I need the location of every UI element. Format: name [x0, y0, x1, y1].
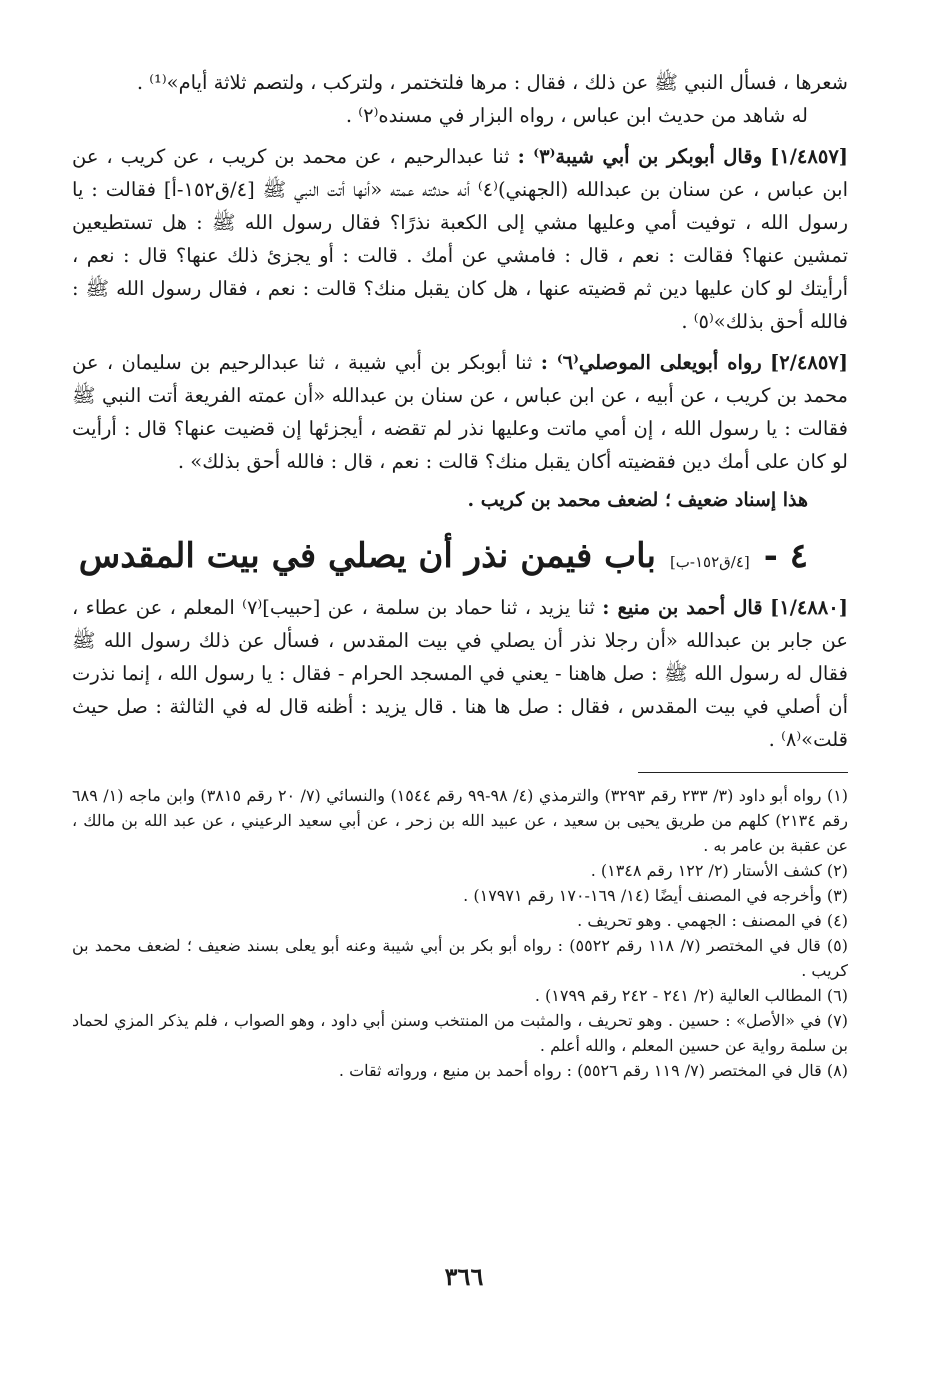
continuation-paragraph: شعرها ، فسأل النبي ﷺ عن ذلك ، فقال : مرها فلتختمر ، ولتركب ، ولتصم ثلاثة أيام»⁽¹⁾ . — [136, 71, 848, 94]
footnote-6: (٦) المطالب العالية (٢/ ٢٤١ - ٢٤٢ رقم ١٧٩٩) . — [534, 986, 848, 1005]
footnote-7: (٧) في «الأصل» : حسين . وهو تحريف ، والمثبت من المنتخب وسنن أبي داود ، وهو الصواب ، فلم يذكر المزي لحماد بن سلمة رواية عن حسين المعلم ، والله أعلم . — [72, 1011, 848, 1055]
hadith-text: ثنا عبدالرحيم ، عن محمد بن كريب ، عن كريب ، عن ابن عباس ، عن سنان بن عبدالله (الجهني)⁽٤⁾ أنه حدثته عمته «أنها أتت النبي ﷺ [٤/ق١٥٢-أ] فقالت : يا رسول الله ، توفيت أمي وعليها مشي إلى الكعبة نذرًا؟ فقال رسول الله ﷺ : هل تستطيعين تمشين عنها؟ فقالت : نعم ، قال : فامشي عن أمك . قالت : أو يجزئ ذلك عنها؟ قال : نعم ، أرأيتك لو كان عليها دين ثم قضيته عنها ، هل كان يقبل منك؟ قالت : نعم ، فقال رسول الله ﷺ : فالله أحق بذلك»⁽٥⁾ . — [72, 145, 849, 333]
hadith-narrator: وقال أبوبكر بن أبي شيبة⁽٣⁾ : — [517, 145, 763, 168]
footnotes — [72, 783, 848, 1083]
chapter-manuscript-ref: [٤/ق١٥٢-ب] — [669, 553, 750, 571]
isnad-grading: هذا إسناد ضعيف ؛ لضعف محمد بن كريب . — [467, 489, 808, 511]
witness-paragraph: له شاهد من حديث ابن عباس ، رواه البزار في مسنده⁽٢⁾ . — [345, 104, 808, 127]
chapter-title: باب فيمن نذر أن يصلي في بيت المقدس — [78, 536, 656, 576]
footnote-divider — [638, 772, 848, 773]
chapter-heading — [72, 533, 848, 585]
footnote-4: (٤) في المصنف : الجهمي . وهو تحريف . — [577, 911, 848, 930]
hadith-paragraph-2 — [72, 346, 848, 478]
hadith-id: [٢/٤٨٥٧] — [770, 351, 849, 374]
hadith-narrator: قال أحمد بن منيع : — [602, 596, 763, 619]
hadith-paragraph-1 — [72, 140, 848, 338]
hadith-narrator: رواه أبويعلى الموصلي⁽٦⁾ : — [540, 351, 762, 374]
footnote-1: (١) رواه أبو داود (٣/ ٢٣٣ رقم ٣٢٩٣) والترمذي (٤/ ٩٨-٩٩ رقم ١٥٤٤) والنسائي (٧/ ٢٠ رقم ٣٨١٥) وابن ماجه (١/ ٦٨٩ رقم ٢١٣٤) كلهم من طريق يحيى بن سعيد ، عن عبيد الله بن زحر ، عن أبي سعيد الرعيني ، عن عبد الله بن مالك ، عن عقبة بن عامر به . — [72, 786, 849, 855]
hadith-id: [١/٤٨٥٧] — [770, 145, 849, 168]
hadith-text: ثنا أبوبكر بن أبي شيبة ، ثنا عبدالرحيم بن سليمان ، عن محمد بن كريب ، عن أبيه ، عن ابن عباس ، عن سنان بن عبدالله «أن عمته الفريعة أتت النبي ﷺ فقالت : يا رسول الله ، إن أمي ماتت وعليها نذر لم تقضه ، أيجزئها إن قضيت عنها؟ قال : أرأيت لو كان على أمك دين فقضيته أكان يقبل منك؟ قالت : نعم ، قال : فالله أحق بذلك» . — [72, 351, 848, 473]
chapter-number: ٤ - — [763, 536, 808, 576]
footnote-2: (٢) كشف الأستار (٢/ ١٢٢ رقم ١٣٤٨) . — [590, 861, 848, 880]
footnote-8: (٨) قال في المختصر (٧/ ١١٩ رقم ٥٥٢٦) : رواه أحمد بن منيع ، ورواته ثقات . — [338, 1061, 848, 1080]
hadith-paragraph-3 — [72, 591, 848, 756]
footnote-3: (٣) وأخرجه في المصنف أيضًا (١٤/ ١٦٩-١٧٠ رقم ١٧٩٧١) . — [463, 886, 848, 905]
hadith-text: ثنا يزيد ، ثنا حماد بن سلمة ، عن [حبيب]⁽٧⁾ المعلم ، عن عطاء ، عن جابر بن عبدالله «أن رجلا نذر أن يصلي في بيت المقدس ، فسأل عن ذلك رسول الله ﷺ فقال له رسول الله ﷺ : صل هاهنا - يعني في المسجد الحرام - فقال : يا رسول الله ، إنما نذرت أن أصلي في بيت المقدس ، فقال : صل ها هنا . قال يزيد : أظنه قال له في الثالثة : صل حيث قلت»⁽٨⁾ . — [72, 596, 848, 751]
hadith-id: [١/٤٨٨٠] — [770, 596, 848, 619]
footnote-5: (٥) قال في المختصر (٧/ ١١٨ رقم ٥٥٢٢) : رواه أبو بكر بن أبي شيبة وعنه أبو يعلى بسند ضعيف ؛ لضعف محمد بن كريب . — [72, 936, 849, 980]
page-number: ٣٦٦ — [444, 1262, 484, 1291]
